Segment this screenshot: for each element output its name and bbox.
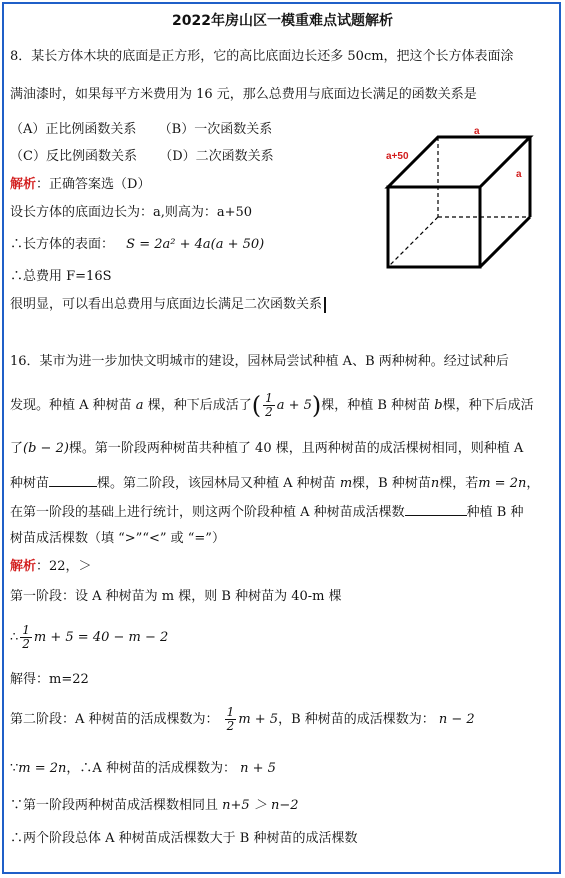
fraction-denominator: 2	[226, 719, 235, 733]
q16-line-5-a: 在第一阶段的基础上进行统计，则这两个阶段种植 A 种树苗成活棵数	[10, 505, 405, 520]
q16-var-b: b	[434, 398, 443, 413]
q16-line-5-b: 种植 B 种	[466, 505, 524, 520]
q8-solution-1: 设长方体的底面边长为：a,则高为：a+50	[10, 205, 253, 220]
answer-blank-2[interactable]	[405, 503, 467, 516]
q16-line-5	[10, 503, 523, 522]
q16-expr-b-minus-2: (b − 2)	[23, 441, 69, 456]
q8-analysis-text: ：正确答案选（D）	[36, 177, 151, 192]
q16-solution-5	[10, 760, 276, 778]
paren-right: )	[311, 391, 322, 420]
q16-line-6: 树苗成活棵数（填 “>”“<” 或 “=”）	[10, 531, 225, 546]
expr-n-minus-2: n − 2	[438, 712, 475, 727]
q16-var-m: m	[339, 476, 353, 491]
expr-n-plus-5: n + 5	[240, 761, 276, 776]
expr-half-m-plus-5: m + 5	[238, 712, 279, 727]
page-title: 2022年房山区一模重难点试题解析	[172, 13, 393, 29]
q16-line-4	[10, 474, 539, 493]
q8-solution-4-text: 很明显，可以看出总费用与底面边长满足二次函数关系	[10, 297, 323, 312]
q16-solution-4-b: ，B 种树苗的成活棵数为：	[278, 712, 435, 727]
q8-option-b: （B）一次函数关系	[158, 122, 273, 137]
fraction-half-3	[225, 706, 237, 733]
q16-solution-3: 解得：m=22	[10, 672, 89, 687]
q16-var-a: a	[135, 398, 144, 413]
cuboid-top-face	[388, 137, 530, 187]
cuboid-label-top: a	[474, 126, 480, 137]
q16-analysis-text: ：22，＞	[36, 559, 92, 574]
cuboid-label-right: a	[516, 169, 522, 180]
because-symbol: ∵	[10, 761, 19, 776]
equation-first-stage: m + 5 = 40 − m − 2	[33, 630, 169, 645]
fraction-half	[263, 392, 275, 419]
q16-analysis-label: 解析	[10, 559, 37, 574]
q16-line-2	[10, 392, 534, 419]
q8-line-1: 8．某长方体木块的底面是正方形，它的高比底面边长还多 50cm，把这个长方体表面涂	[10, 49, 514, 64]
cuboid-front-face	[388, 187, 480, 267]
q16-solution-4-a: 第二阶段：A 种树苗的活成棵数为：	[10, 712, 219, 727]
q16-var-n: n	[430, 476, 440, 491]
q16-analysis	[10, 558, 92, 576]
q16-expr-a-plus-5: a + 5	[276, 398, 312, 413]
fraction-denominator: 2	[265, 405, 273, 419]
q16-line-4-b: 棵。第二阶段，该园林局又种植 A 种树苗	[97, 476, 336, 491]
q16-solution-2	[10, 624, 168, 651]
q16-line-4-c: 棵，B 种树苗	[352, 476, 431, 491]
q16-expr-m-eq-2n: m = 2n	[478, 476, 527, 491]
q8-solution-3: ∴总费用 F=16S	[10, 269, 112, 284]
q8-solution-4	[10, 296, 326, 314]
q16-line-4-e: ，	[526, 476, 540, 491]
cuboid-side-edge	[480, 217, 530, 267]
q16-line-4-d: 棵，若	[439, 476, 479, 491]
paren-left: (	[251, 391, 262, 420]
therefore-symbol: ∴	[10, 630, 19, 645]
q8-option-row-2	[10, 148, 274, 166]
text-cursor	[324, 297, 326, 313]
q8-option-a: （A）正比例函数关系	[10, 122, 137, 137]
q8-solution-2-prefix: ∴长方体的表面：	[10, 237, 115, 252]
q16-solution-6-a: ∵第一阶段两种树苗成活棵数相同且	[10, 798, 219, 813]
q8-analysis	[10, 176, 150, 194]
fraction-half-2	[20, 624, 32, 651]
q8-analysis-label: 解析	[10, 177, 37, 192]
q8-line-2: 满油漆时，如果每平方米费用为 16 元，那么总费用与底面边长满足的函数关系是	[10, 87, 477, 102]
q8-surface-formula: S = 2a² + 4a(a + 50)	[126, 237, 265, 252]
cuboid-hidden-edge-3	[388, 217, 438, 267]
q8-option-c: （C）反比例函数关系	[10, 149, 137, 164]
q16-line-1: 16．某市为进一步加快文明城市的建设，园林局尝试种植 A、B 两种树种。经过试种后	[10, 354, 509, 369]
q16-line-2-a: 发现。种植 A 种树苗	[10, 398, 132, 413]
answer-blank-1[interactable]	[49, 474, 97, 487]
fraction-numerator: 1	[226, 705, 235, 719]
q16-solution-7: ∴两个阶段总体 A 种树苗成活棵数大于 B 种树苗的成活棵数	[10, 831, 358, 846]
q16-solution-1: 第一阶段：设 A 种树苗为 m 棵，则 B 种树苗为 40-m 棵	[10, 589, 342, 604]
cuboid-figure	[380, 125, 560, 275]
q16-line-2-c: 棵，种植 B 种树苗	[321, 398, 431, 413]
q16-solution-5-b: ，∴A 种树苗的活成棵数为：	[66, 761, 236, 776]
q16-solution-4	[10, 706, 475, 733]
q16-line-3-b: 棵。第一阶段两种树苗共种植了 40 棵，且两种树苗的成活棵树相同，则种植 A	[68, 441, 524, 456]
q8-option-row-1	[10, 121, 272, 139]
q16-line-2-d: 棵，种下后成活	[442, 398, 534, 413]
q16-solution-6	[10, 797, 299, 815]
q16-line-2-b: 棵，种下后成活了	[147, 398, 252, 413]
q16-line-3	[10, 440, 523, 458]
fraction-denominator: 2	[22, 637, 30, 651]
cuboid-label-left: a+50	[386, 151, 409, 162]
q8-solution-2	[10, 236, 264, 254]
inequality-expr: n+5 ＞ n−2	[222, 798, 299, 813]
expr-m-eq-2n: m = 2n	[18, 761, 67, 776]
fraction-numerator: 1	[22, 623, 30, 637]
q8-option-d: （D）二次函数关系	[159, 149, 274, 164]
q16-line-4-a: 种树苗	[10, 476, 50, 491]
q16-line-3-a: 了	[10, 441, 24, 456]
fraction-numerator: 1	[265, 391, 273, 405]
